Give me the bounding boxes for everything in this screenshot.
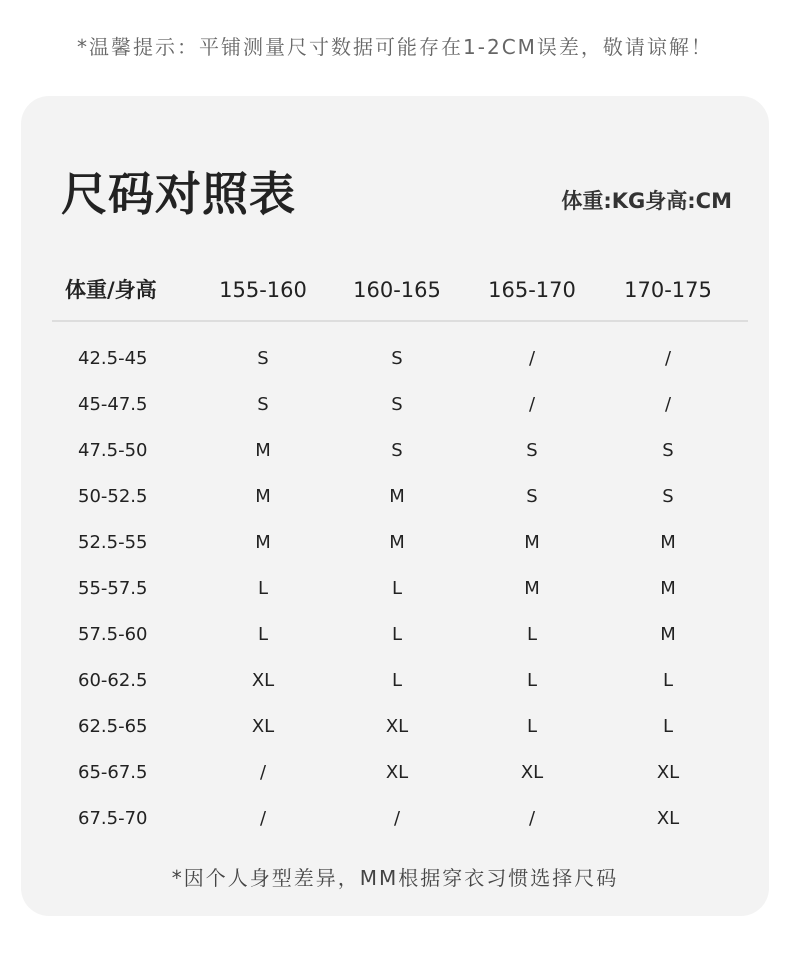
size-cell: M — [389, 532, 405, 553]
size-cell: M — [660, 624, 676, 645]
size-cell: / — [259, 808, 267, 829]
size-cell: S — [257, 394, 269, 415]
size-cell: M — [524, 532, 540, 553]
header-weight-height: 体重/身高 — [65, 278, 157, 302]
size-cell: M — [524, 578, 540, 599]
size-cell: / — [528, 394, 536, 415]
size-cell: / — [664, 394, 672, 415]
table-header-row — [21, 272, 769, 308]
size-cell: S — [391, 440, 403, 461]
size-cell: S — [662, 486, 674, 507]
size-cell: / — [528, 808, 536, 829]
weight-cell: 45-47.5 — [78, 394, 148, 415]
size-cell: S — [662, 440, 674, 461]
size-cell: L — [662, 670, 674, 691]
size-cell: XL — [251, 670, 275, 691]
table-row — [21, 389, 769, 435]
chart-title: 尺码对照表 — [61, 167, 296, 221]
size-cell: L — [391, 670, 403, 691]
size-cell: M — [389, 486, 405, 507]
weight-cell: 62.5-65 — [78, 716, 148, 737]
size-chart-card — [21, 96, 769, 916]
weight-cell: 65-67.5 — [78, 762, 148, 783]
size-cell: M — [255, 532, 271, 553]
table-row — [21, 711, 769, 757]
size-cell: S — [257, 348, 269, 369]
table-body — [21, 343, 769, 849]
size-cell: XL — [385, 716, 409, 737]
table-row — [21, 757, 769, 803]
size-cell: M — [660, 578, 676, 599]
fit-footnote: *因个人身型差异，MM根据穿衣习惯选择尺码 — [171, 866, 619, 890]
header-height-1: 155-160 — [219, 278, 307, 302]
size-cell: XL — [251, 716, 275, 737]
weight-cell: 42.5-45 — [78, 348, 148, 369]
size-cell: M — [255, 486, 271, 507]
size-cell: L — [391, 624, 403, 645]
size-cell: M — [255, 440, 271, 461]
size-cell: L — [526, 670, 538, 691]
weight-cell: 47.5-50 — [78, 440, 148, 461]
table-row — [21, 481, 769, 527]
table-row — [21, 803, 769, 849]
table-row — [21, 665, 769, 711]
size-cell: / — [393, 808, 401, 829]
size-cell: XL — [520, 762, 544, 783]
table-row — [21, 435, 769, 481]
table-row — [21, 619, 769, 665]
size-cell: L — [526, 624, 538, 645]
weight-cell: 57.5-60 — [78, 624, 148, 645]
header-height-2: 160-165 — [353, 278, 441, 302]
size-cell: S — [526, 440, 538, 461]
size-cell: M — [660, 532, 676, 553]
size-cell: L — [257, 624, 269, 645]
size-cell: / — [664, 348, 672, 369]
size-cell: XL — [385, 762, 409, 783]
size-cell: L — [526, 716, 538, 737]
weight-cell: 60-62.5 — [78, 670, 148, 691]
size-cell: XL — [656, 762, 680, 783]
size-cell: S — [391, 348, 403, 369]
size-cell: L — [257, 578, 269, 599]
unit-label: 体重:KG身高:CM — [561, 189, 732, 213]
size-cell: / — [528, 348, 536, 369]
size-cell: / — [259, 762, 267, 783]
size-cell: L — [662, 716, 674, 737]
size-cell: S — [526, 486, 538, 507]
weight-cell: 52.5-55 — [78, 532, 148, 553]
header-height-3: 165-170 — [488, 278, 576, 302]
table-row — [21, 573, 769, 619]
weight-cell: 50-52.5 — [78, 486, 148, 507]
measurement-notice: *温馨提示：平铺测量尺寸数据可能存在1-2CM误差，敬请谅解！ — [77, 35, 713, 59]
size-cell: S — [391, 394, 403, 415]
header-height-4: 170-175 — [624, 278, 712, 302]
weight-cell: 67.5-70 — [78, 808, 148, 829]
table-row — [21, 343, 769, 389]
weight-cell: 55-57.5 — [78, 578, 148, 599]
size-cell: XL — [656, 808, 680, 829]
size-cell: L — [391, 578, 403, 599]
header-divider — [52, 320, 748, 322]
table-row — [21, 527, 769, 573]
